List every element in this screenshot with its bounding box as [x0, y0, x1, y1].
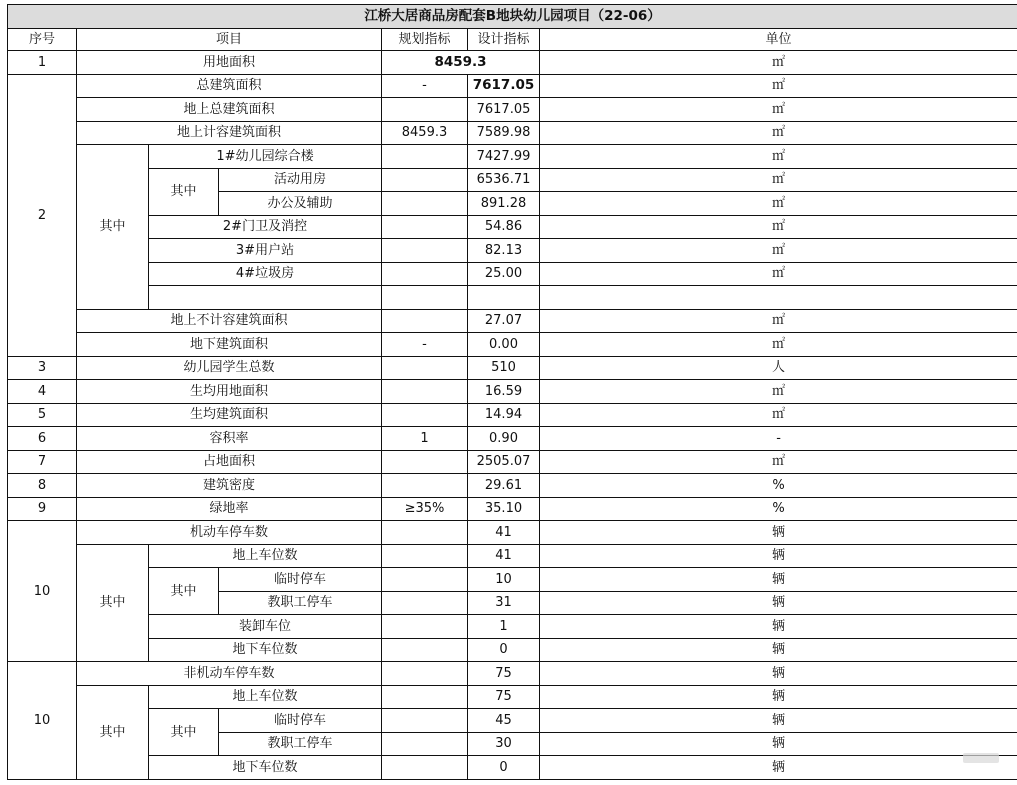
table-row [8, 497, 1017, 521]
unit-cell: ㎡ [540, 309, 1017, 333]
table-row [8, 356, 1017, 380]
seq-cell: 4 [8, 380, 77, 404]
design-cell: 29.61 [468, 474, 540, 498]
table-row [8, 568, 1017, 592]
plan-cell [382, 544, 468, 568]
item-cell: 生均建筑面积 [77, 403, 382, 427]
plan-cell [382, 638, 468, 662]
item-cell: 4#垃圾房 [149, 262, 382, 286]
table-row-empty [8, 286, 1017, 310]
unit-cell: ㎡ [540, 262, 1017, 286]
item-cell: 临时停车 [219, 709, 382, 733]
item-cell: 非机动车停车数 [77, 662, 382, 686]
table-row [8, 638, 1017, 662]
plan-cell: - [382, 74, 468, 98]
item-cell: 3#用户站 [149, 239, 382, 263]
unit-cell: 辆 [540, 709, 1017, 733]
design-cell: 27.07 [468, 309, 540, 333]
qizhong-cell: 其中 [77, 544, 149, 662]
header-row [8, 29, 1017, 51]
table-row [8, 403, 1017, 427]
design-cell: 0 [468, 756, 540, 780]
plan-cell: 1 [382, 427, 468, 451]
plan-cell [382, 286, 468, 310]
design-cell: 6536.71 [468, 168, 540, 192]
unit-cell: 辆 [540, 685, 1017, 709]
table-row [8, 168, 1017, 192]
unit-cell: % [540, 474, 1017, 498]
design-cell: 891.28 [468, 192, 540, 216]
design-cell: 35.10 [468, 497, 540, 521]
item-cell: 活动用房 [219, 168, 382, 192]
unit-cell: 辆 [540, 756, 1017, 780]
item-cell: 建筑密度 [77, 474, 382, 498]
plan-cell [382, 450, 468, 474]
plan-cell [382, 356, 468, 380]
table-row [8, 51, 1017, 75]
table-row [8, 615, 1017, 639]
header-unit: 单位 [540, 29, 1017, 51]
seq-cell: 7 [8, 450, 77, 474]
unit-cell: ㎡ [540, 74, 1017, 98]
item-cell: 容积率 [77, 427, 382, 451]
header-plan: 规划指标 [382, 29, 468, 51]
table-row [8, 239, 1017, 263]
unit-cell: ㎡ [540, 121, 1017, 145]
plan-cell [382, 168, 468, 192]
plan-cell [382, 709, 468, 733]
header-design: 设计指标 [468, 29, 540, 51]
unit-cell: 辆 [540, 638, 1017, 662]
merged-value-cell: 8459.3 [382, 51, 540, 75]
table-row [8, 709, 1017, 733]
item-cell: 2#门卫及消控 [149, 215, 382, 239]
design-cell: 16.59 [468, 380, 540, 404]
plan-cell [382, 685, 468, 709]
unit-cell: 辆 [540, 521, 1017, 545]
item-cell: 办公及辅助 [219, 192, 382, 216]
design-cell: 7427.99 [468, 145, 540, 169]
table-row [8, 544, 1017, 568]
item-cell: 地上不计容建筑面积 [77, 309, 382, 333]
plan-cell [382, 215, 468, 239]
table-row [8, 427, 1017, 451]
plan-cell [382, 403, 468, 427]
qizhong-cell: 其中 [149, 709, 219, 756]
table-row [8, 521, 1017, 545]
plan-cell: ≥35% [382, 497, 468, 521]
unit-cell: 辆 [540, 732, 1017, 756]
plan-cell [382, 732, 468, 756]
table-row [8, 121, 1017, 145]
seq-cell: 10 [8, 662, 77, 780]
design-cell: 10 [468, 568, 540, 592]
seq-cell: 1 [8, 51, 77, 75]
design-cell: 25.00 [468, 262, 540, 286]
table-row [8, 145, 1017, 169]
table-row [8, 685, 1017, 709]
design-cell: 54.86 [468, 215, 540, 239]
item-cell: 生均用地面积 [77, 380, 382, 404]
table-row [8, 98, 1017, 122]
design-cell: 7617.05 [468, 74, 540, 98]
unit-cell: 辆 [540, 591, 1017, 615]
item-cell: 地下车位数 [149, 756, 382, 780]
seq-cell: 5 [8, 403, 77, 427]
header-item: 项目 [77, 29, 382, 51]
design-cell: 41 [468, 521, 540, 545]
table-row [8, 662, 1017, 686]
unit-cell: 人 [540, 356, 1017, 380]
unit-cell: 辆 [540, 544, 1017, 568]
unit-cell: ㎡ [540, 380, 1017, 404]
table-title: 江桥大居商品房配套B地块幼儿园项目（22-06） [8, 5, 1017, 29]
item-cell: 占地面积 [77, 450, 382, 474]
design-cell: 0.00 [468, 333, 540, 357]
unit-cell: ㎡ [540, 403, 1017, 427]
seq-cell: 8 [8, 474, 77, 498]
design-cell: 1 [468, 615, 540, 639]
item-cell: 用地面积 [77, 51, 382, 75]
plan-cell [382, 98, 468, 122]
header-seq: 序号 [8, 29, 77, 51]
unit-cell: - [540, 427, 1017, 451]
table-row [8, 450, 1017, 474]
plan-cell [382, 756, 468, 780]
plan-cell [382, 615, 468, 639]
item-cell: 临时停车 [219, 568, 382, 592]
design-cell: 14.94 [468, 403, 540, 427]
item-cell: 地下车位数 [149, 638, 382, 662]
design-cell: 2505.07 [468, 450, 540, 474]
design-cell: 30 [468, 732, 540, 756]
design-cell: 7589.98 [468, 121, 540, 145]
item-cell: 地上车位数 [149, 544, 382, 568]
project-indicator-table [7, 4, 1017, 780]
design-cell: 7617.05 [468, 98, 540, 122]
seq-cell: 2 [8, 74, 77, 356]
item-cell: 装卸车位 [149, 615, 382, 639]
plan-cell [382, 262, 468, 286]
plan-cell [382, 662, 468, 686]
table-row [8, 215, 1017, 239]
unit-cell: 辆 [540, 662, 1017, 686]
seq-cell: 10 [8, 521, 77, 662]
table-row [8, 262, 1017, 286]
plan-cell [382, 145, 468, 169]
item-cell: 地上车位数 [149, 685, 382, 709]
design-cell: 75 [468, 685, 540, 709]
design-cell: 510 [468, 356, 540, 380]
item-cell: 机动车停车数 [77, 521, 382, 545]
qizhong-cell: 其中 [149, 168, 219, 215]
plan-cell [382, 192, 468, 216]
unit-cell [540, 286, 1017, 310]
design-cell: 41 [468, 544, 540, 568]
unit-cell: 辆 [540, 615, 1017, 639]
item-cell: 教职工停车 [219, 732, 382, 756]
unit-cell: ㎡ [540, 168, 1017, 192]
unit-cell: 辆 [540, 568, 1017, 592]
unit-cell: ㎡ [540, 51, 1017, 75]
seq-cell: 6 [8, 427, 77, 451]
design-cell: 31 [468, 591, 540, 615]
item-cell [149, 286, 382, 310]
item-cell: 1#幼儿园综合楼 [149, 145, 382, 169]
plan-cell: 8459.3 [382, 121, 468, 145]
title-row [8, 5, 1017, 29]
qizhong-cell: 其中 [149, 568, 219, 615]
table-row [8, 74, 1017, 98]
table-row [8, 333, 1017, 357]
watermark-logo [963, 753, 999, 763]
unit-cell: ㎡ [540, 98, 1017, 122]
seq-cell: 9 [8, 497, 77, 521]
unit-cell: ㎡ [540, 450, 1017, 474]
plan-cell [382, 568, 468, 592]
unit-cell: ㎡ [540, 215, 1017, 239]
design-cell: 45 [468, 709, 540, 733]
unit-cell: ㎡ [540, 145, 1017, 169]
seq-cell: 3 [8, 356, 77, 380]
plan-cell [382, 239, 468, 263]
design-cell: 82.13 [468, 239, 540, 263]
plan-cell [382, 591, 468, 615]
item-cell: 教职工停车 [219, 591, 382, 615]
item-cell: 地上计容建筑面积 [77, 121, 382, 145]
table-row [8, 309, 1017, 333]
plan-cell [382, 521, 468, 545]
item-cell: 总建筑面积 [77, 74, 382, 98]
unit-cell: ㎡ [540, 192, 1017, 216]
design-cell: 0.90 [468, 427, 540, 451]
design-cell: 0 [468, 638, 540, 662]
unit-cell: ㎡ [540, 333, 1017, 357]
item-cell: 地上总建筑面积 [77, 98, 382, 122]
item-cell: 绿地率 [77, 497, 382, 521]
design-cell: 75 [468, 662, 540, 686]
plan-cell [382, 380, 468, 404]
table-row [8, 756, 1017, 780]
table-row [8, 474, 1017, 498]
qizhong-cell: 其中 [77, 685, 149, 779]
design-cell [468, 286, 540, 310]
plan-cell [382, 474, 468, 498]
item-cell: 地下建筑面积 [77, 333, 382, 357]
plan-cell [382, 309, 468, 333]
item-cell: 幼儿园学生总数 [77, 356, 382, 380]
unit-cell: ㎡ [540, 239, 1017, 263]
table-row [8, 380, 1017, 404]
plan-cell: - [382, 333, 468, 357]
qizhong-cell: 其中 [77, 145, 149, 310]
unit-cell: % [540, 497, 1017, 521]
